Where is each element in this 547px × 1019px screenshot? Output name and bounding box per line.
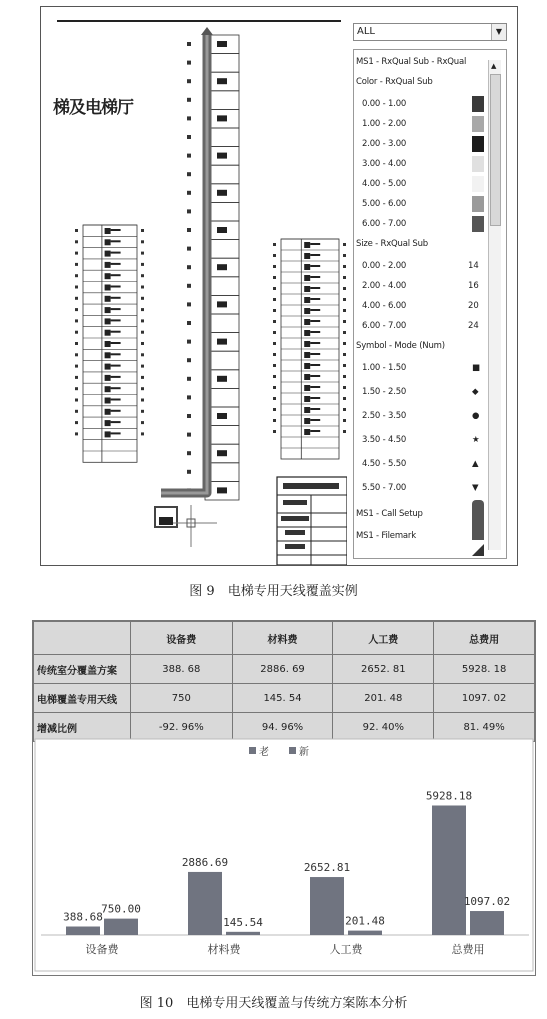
legend-layer-title[interactable]: MS1 - RxQual Sub - RxQual — [356, 57, 467, 67]
layer-select-value: ALL — [357, 26, 375, 37]
x-tick-label: 人工费 — [329, 943, 363, 956]
route-top-marker — [201, 27, 213, 35]
data-label: 145.54 — [223, 915, 263, 929]
table-cell: 145. 54 — [232, 684, 333, 713]
legend-color-swatch — [472, 216, 484, 232]
legend-symbol-icon: ● — [472, 411, 480, 421]
legend-item-label: 1.00 - 1.50 — [362, 363, 407, 373]
table-row-label: 增减比例 — [34, 713, 131, 742]
legend-item-label: 0.00 - 1.00 — [362, 99, 407, 109]
legend-item-label: 3.50 - 4.50 — [362, 435, 407, 445]
table-cell: 5928. 18 — [434, 655, 535, 684]
legend-item-label: 4.00 - 5.00 — [362, 179, 407, 189]
data-label: 2886.69 — [181, 855, 229, 869]
table-header-cell: 设备费 — [131, 622, 233, 655]
legend-color-swatch — [472, 136, 484, 152]
bar-new — [470, 911, 504, 935]
elevator-shaft-column — [161, 27, 239, 500]
legend-filemark-title[interactable]: MS1 - Filemark — [356, 531, 416, 541]
legend-item-label: 4.00 - 6.00 — [362, 301, 407, 311]
legend-size-title: Size - RxQual Sub — [356, 239, 428, 249]
legend-item-label: 1.00 - 2.00 — [362, 119, 407, 129]
legend-size-value: 16 — [468, 281, 479, 291]
legend-symbol-icon: ▼ — [472, 483, 479, 493]
chevron-down-icon[interactable]: ▼ — [491, 24, 506, 40]
table-cell: -92. 96% — [131, 713, 233, 742]
legend-color-swatch — [472, 116, 484, 132]
scroll-up-icon[interactable]: ▲ — [491, 62, 497, 70]
data-label: 201.48 — [345, 914, 385, 928]
table-header-cell: 材料费 — [232, 622, 333, 655]
legend-item-label: 6.00 - 7.00 — [362, 219, 407, 229]
table-cell: 94. 96% — [232, 713, 333, 742]
data-label: 5928.18 — [425, 789, 473, 803]
legend-swatch — [249, 747, 256, 754]
legend-color-title: Color - RxQual Sub — [356, 77, 433, 87]
table-cell: 388. 68 — [131, 655, 233, 684]
table-cell: 2886. 69 — [232, 655, 333, 684]
table-cell: 750 — [131, 684, 233, 713]
data-label: 2652.81 — [303, 861, 351, 875]
legend-size-value: 14 — [468, 261, 479, 271]
legend-symbol-icon: ▲ — [472, 459, 479, 469]
filemark-swatch — [472, 544, 484, 556]
cost-bar-chart — [33, 621, 535, 975]
legend-call-setup-title[interactable]: MS1 - Call Setup — [356, 509, 423, 519]
legend-color-swatch — [472, 176, 484, 192]
table-row-label: 传统室分覆盖方案 — [34, 655, 131, 684]
data-label: 750.00 — [101, 902, 141, 916]
table-cell: 81. 49% — [434, 713, 535, 742]
data-label: 388.68 — [63, 910, 103, 924]
legend-symbol-icon: ★ — [472, 435, 480, 445]
table-cell: 201. 48 — [333, 684, 434, 713]
bar-old — [66, 927, 100, 935]
table-row-label: 电梯覆盖专用天线 — [34, 684, 131, 713]
legend-symbol-title: Symbol - Mode (Num) — [356, 341, 445, 351]
bar-old — [432, 805, 466, 935]
legend-symbol-icon: ■ — [472, 363, 481, 373]
bar-old — [188, 872, 222, 935]
legend-color-swatch — [472, 96, 484, 112]
layer-select-dropdown[interactable] — [353, 23, 507, 41]
bar-new — [104, 919, 138, 935]
legend-item-label: 2.00 - 3.00 — [362, 139, 407, 149]
table-cell: 2652. 81 — [333, 655, 434, 684]
legend-label: 新 — [299, 747, 309, 758]
legend-item-label: 5.50 - 7.00 — [362, 483, 407, 493]
legend-item-label: 0.00 - 2.00 — [362, 261, 407, 271]
right-building-block — [273, 239, 346, 459]
floor-plan-drawing — [41, 7, 347, 565]
antenna-route-line — [161, 35, 207, 493]
legend-swatch — [289, 747, 296, 754]
legend-item-label: 6.00 - 7.00 — [362, 321, 407, 331]
legend-symbol-icon: ◆ — [472, 387, 479, 397]
legend-panel — [349, 15, 517, 563]
x-tick-label: 材料费 — [207, 943, 241, 956]
legend-list — [353, 49, 507, 559]
legend-item-label: 2.50 - 3.50 — [362, 411, 407, 421]
left-building-block — [75, 225, 144, 462]
legend-item-label: 1.50 - 2.50 — [362, 387, 407, 397]
legend-label: 老 — [259, 747, 269, 758]
call-setup-swatch — [472, 500, 484, 540]
legend-item-label: 2.00 - 4.00 — [362, 281, 407, 291]
legend-item-label: 5.00 - 6.00 — [362, 199, 407, 209]
legend-color-swatch — [472, 156, 484, 172]
x-tick-label: 总费用 — [451, 943, 485, 956]
x-tick-label: 设备费 — [85, 943, 119, 956]
table-header-cell: 总费用 — [434, 622, 535, 655]
floor-plan-label: 梯及电梯厅 — [53, 98, 133, 118]
legend-item-label: 4.50 - 5.50 — [362, 459, 407, 469]
legend-item-label: 3.00 - 4.00 — [362, 159, 407, 169]
data-label: 1097.02 — [463, 895, 511, 909]
table-cell: 92. 40% — [333, 713, 434, 742]
legend-size-value: 24 — [468, 321, 479, 331]
legend-scroll-thumb[interactable] — [490, 74, 501, 226]
table-header-cell: 人工费 — [333, 622, 434, 655]
figure-10-caption: 图 10 电梯专用天线覆盖与传统方案陈本分析 — [139, 996, 408, 1011]
figure-9-screenshot — [40, 6, 518, 566]
table-cell: 1097. 02 — [434, 684, 535, 713]
figure-9-caption: 图 9 电梯专用天线覆盖实例 — [189, 584, 358, 599]
bar-old — [310, 877, 344, 935]
bar-new — [348, 931, 382, 935]
figure-10-panel — [32, 620, 536, 976]
bar-new — [226, 932, 260, 935]
drawing-title-block — [277, 477, 347, 565]
antenna-marker-icon — [155, 505, 217, 547]
legend-size-value: 20 — [468, 301, 479, 311]
legend-color-swatch — [472, 196, 484, 212]
